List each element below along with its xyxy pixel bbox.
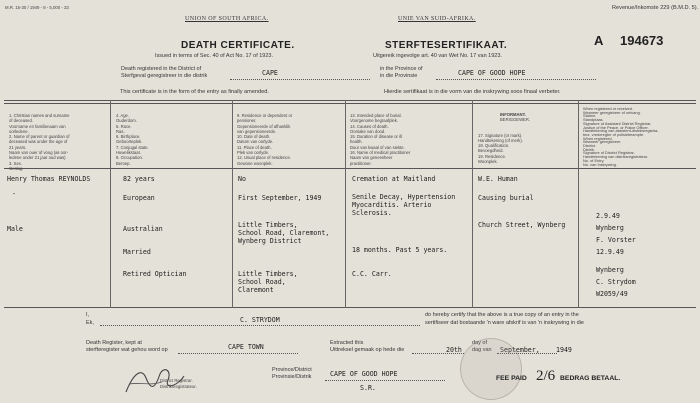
name-dash: -	[12, 190, 16, 198]
deceased-name: Henry Thomas REYNOLDS	[7, 175, 91, 183]
revenue-code: Revenue/Inkomste 229 (B.M.D. 5).	[612, 5, 699, 11]
informant-residence: Church Street, Wynberg	[478, 221, 566, 229]
amended-english: This certificate is in the form of the entry as finally amended.	[120, 89, 269, 95]
registered-date: 12.9.49	[596, 248, 624, 256]
kept-at-line	[178, 353, 298, 354]
station: Wynberg	[596, 224, 624, 232]
column-head-1: 1. Christian names and surname of deceased. Voorname en familienaam van oorledene. 2. Name of parent or guardian of deceased was under the age of 21 years. Naam van ouer of voog (as oor- ledene onder 21 jaar oud was) 3. Sex. Geslag.	[9, 113, 70, 171]
district-registrar-label: District Registrar.	[160, 378, 193, 383]
day-of-afrikaans: dag van	[472, 347, 492, 353]
conjugal-state: Married	[123, 248, 151, 256]
deceased-age: 82 years	[123, 175, 155, 183]
column-divider	[472, 100, 473, 308]
day-value: 20th	[446, 346, 462, 354]
medical-practitioner: C.C. Carr.	[352, 270, 392, 278]
province-value: CAPE OF GOOD HOPE	[458, 69, 526, 77]
i-label: I,	[86, 312, 90, 318]
informant-qualification: Causing burial	[478, 194, 534, 202]
province-district-label: Province/District	[272, 367, 312, 373]
serial-letter: A	[594, 33, 604, 48]
district-registrar-label-af: Distriksregistrateur.	[160, 384, 197, 389]
table-top-rule	[4, 100, 696, 101]
received-date: 2.9.49	[596, 212, 620, 220]
union-afrikaans: UNIE VAN SUID-AFRIKA.	[398, 16, 476, 22]
province-district-value: CAPE OF GOOD HOPE	[330, 370, 398, 378]
column-head-5: INFORMANT. BERIGGEWER. 17. Signature (or mark). Handtekening (of merk). 18. Qualification. Bevoegdheid. 19. Residence. Woonplek.	[478, 112, 531, 165]
register-afrikaans: sterfteregister wat gehou word op	[86, 347, 168, 353]
deceased-sex: Male	[7, 225, 23, 233]
informant-signature: W.E. Human	[478, 175, 518, 183]
signatory-name: C. STRYDOM	[240, 316, 280, 324]
day-of-english: day of	[472, 340, 487, 346]
table-bottom-rule	[4, 307, 696, 308]
title-afrikaans: STERFTESERTIFIKAAT.	[385, 40, 508, 51]
column-head-6: When registered or received. Wanneer geregistreer of ontvang. Station. Standplaas. Signature of Assistant District Registrar, Justice of the Peace, or Police Officer. Handtekening van assistent-distriksregistra- teur, vrederegter of polisiebeampte. When registered. Wanneer geregistreer. District. Distrik. Signature of District Registrar. Handtekening van distriksregistrateur. No. of Entry. No. van Inskrywing.	[583, 106, 659, 167]
union-english: UNION OF SOUTH AFRICA.	[185, 16, 269, 22]
column-divider	[345, 100, 346, 308]
deceased-birthplace: Australian	[123, 225, 163, 233]
column-head-4: 13. Intended place of burial. Voorgenome begraafplek. 14. Causes of death. Oorsake van dood. 15. Duration of disease or ill health. Duur van kwaal of van siekte. 16. Name of medical practitioner Naam van geneesheer practitioner.	[350, 113, 411, 166]
year-value: 1949	[556, 346, 572, 354]
fee-amount: 2/6	[536, 368, 556, 384]
deceased-race: European	[123, 194, 155, 202]
province-label: in the Province of	[380, 66, 423, 72]
issued-afrikaans: Uitgereik ingevolge art. 40 van Wet No. 17 van 1923.	[373, 53, 502, 59]
register-english: Death Register, kept at	[86, 340, 142, 346]
kept-at-place: CAPE TOWN	[228, 343, 264, 351]
burial-place: Cremation at Maitland	[352, 175, 436, 183]
certify-afrikaans: sertifiseer dat bostaande 'n ware afskrif is van 'n inskrywing in die	[425, 320, 584, 326]
form-code: M.R. 15-30 / 1949 - 8 - 5,000 - 33	[5, 5, 69, 10]
title-english: DEATH CERTIFICATE.	[181, 40, 295, 51]
district-label-af: Sterfgeval geregistreer in die distrik	[121, 73, 208, 79]
serial-number: 194673	[620, 33, 664, 48]
column-head-3: 9. Residence or dependent or pensioner. Gepensioneerde of afhanklik van gepensioneerde. 10. Date of death. Datum van oorlyde. 11. Place of death. Plek van oorlyde. 12. Usual place of residence. Gewone woonplek.	[237, 113, 293, 166]
province-district-line	[325, 380, 445, 381]
table-top-rule-2	[4, 103, 696, 104]
district-label: Death registered in the District of	[121, 66, 202, 72]
usual-residence: Little Timbers, School Road, Claremont	[238, 270, 298, 294]
province-line	[436, 79, 596, 80]
fee-paid-label: FEE PAID	[496, 375, 527, 382]
assistant-registrar: F. Vorster	[596, 236, 636, 244]
district-line	[230, 79, 370, 80]
month-value: September,	[500, 346, 540, 354]
extracted-english: Extracted this	[330, 340, 364, 346]
district-value: CAPE	[262, 69, 278, 77]
issued-english: Issued in terms of Sec. 40 of Act No. 17 of 1923.	[155, 53, 274, 59]
official-stamp	[460, 338, 522, 400]
district-registrar-name: C. Strydom	[596, 278, 636, 286]
header-bottom-rule	[4, 168, 696, 169]
province-label-af: in die Provinsie	[380, 73, 418, 79]
place-of-death: Little Timbers, School Road, Claremont, Wynberg District	[238, 221, 330, 245]
amended-afrikaans: Hierdie sertifikaat is in die vorm van die inskrywing soos finaal verbeter.	[384, 89, 561, 95]
disease-duration: 18 months. Past 5 years.	[352, 246, 448, 254]
column-head-2: 4. Age. Ouderdom. 5. Race. Ras. 6. Birthplace. Geboorteplek. 7. Conjugal state. Huwelikstaat. 8. Occupation. Beroep.	[116, 113, 149, 166]
pensioner-status: No	[238, 175, 246, 183]
certify-english: do hereby certify that the above is a true copy of an entry in the	[425, 312, 579, 318]
province-district-label-af: Provinsie/Distrik	[272, 374, 312, 380]
column-divider	[578, 100, 579, 308]
entry-number: W2059/49	[596, 290, 628, 298]
ek-label: Ek,	[86, 320, 94, 326]
registration-district: Wynberg	[596, 266, 624, 274]
extracted-afrikaans: Uittreksel gemaak op hede die	[330, 347, 405, 353]
column-divider	[110, 100, 111, 308]
causes-of-death: Senile Decay, Hypertension Myocarditis. Arterio Sclerosis.	[352, 193, 456, 217]
signatory-line	[100, 325, 420, 326]
occupation: Retired Optician	[123, 270, 187, 278]
sr-mark: S.R.	[360, 384, 376, 392]
date-of-death: First September, 1949	[238, 194, 322, 202]
fee-paid-label-af: BEDRAG BETAAL.	[560, 375, 621, 382]
column-divider	[232, 100, 233, 308]
